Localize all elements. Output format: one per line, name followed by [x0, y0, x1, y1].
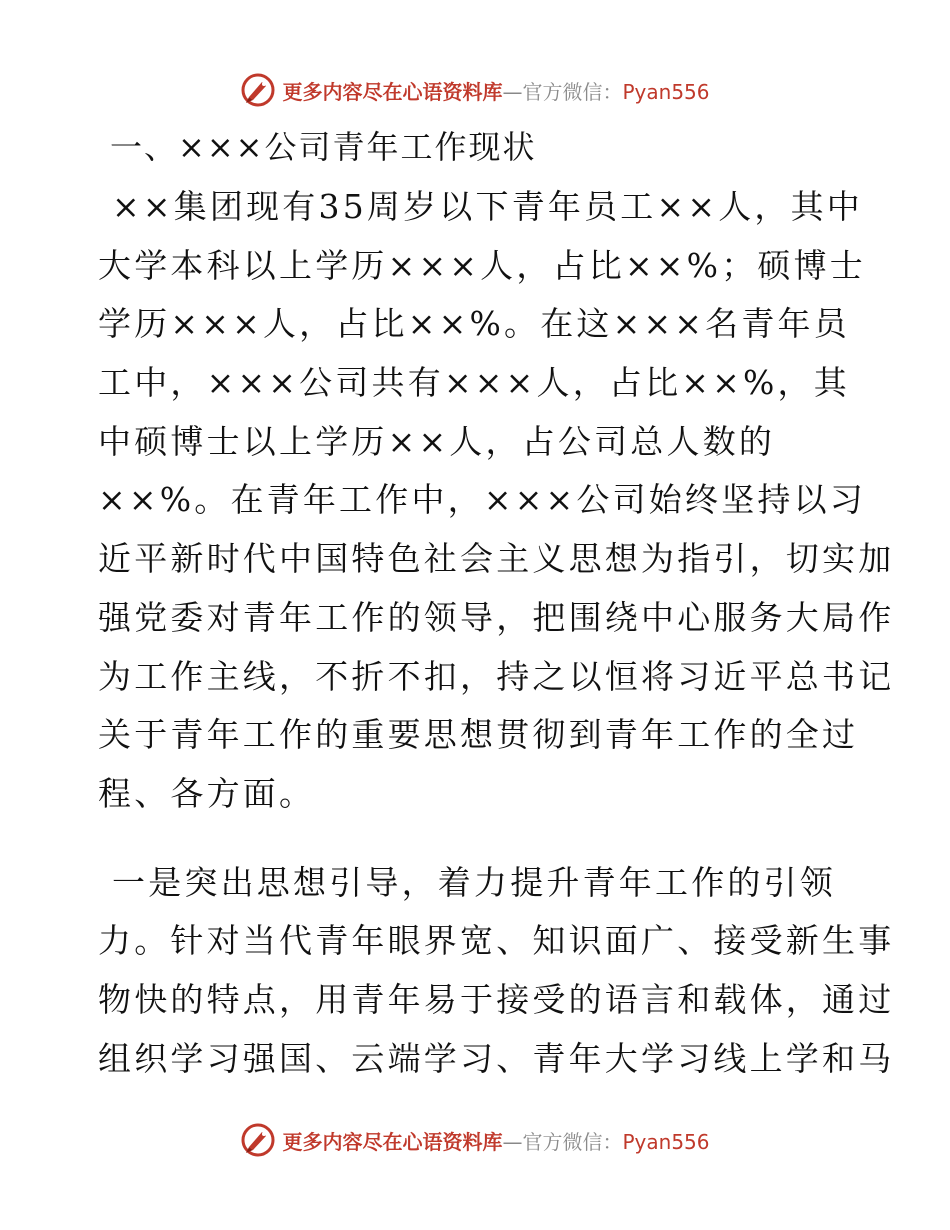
- text-line: 学历×××人，占比××%。在这×××名青年员: [98, 304, 850, 344]
- watermark-site-name: 更多内容尽在心语资料库: [282, 1129, 503, 1154]
- watermark-dash: —: [502, 1129, 523, 1154]
- text-line: 物快的特点，用青年易于接受的语言和载体，通过: [98, 979, 895, 1019]
- pen-logo-icon: [240, 1122, 276, 1158]
- text-line: ××集团现有35周岁以下青年员工××人，其中: [112, 187, 863, 226]
- text-line: 中硕博士以上学历××人，占公司总人数的: [98, 421, 776, 461]
- watermark-text: [282, 1126, 709, 1155]
- text-line: 程、各方面。: [98, 773, 316, 813]
- paragraph-status-overview: [98, 178, 895, 824]
- watermark-wechat-handle: Pyan556: [622, 1129, 710, 1154]
- header-watermark-banner: [0, 68, 950, 112]
- watermark-dash: —: [502, 79, 523, 104]
- text-line: 近平新时代中国特色社会主义思想为指引，切实加: [98, 539, 895, 579]
- paragraph-ideological-guidance: [98, 854, 895, 1089]
- text-line: 力。针对当代青年眼界宽、知识面广、接受新生事: [98, 921, 895, 961]
- section-heading: 一、×××公司青年工作现状: [110, 128, 537, 166]
- watermark-text: [282, 76, 709, 105]
- text-line: 强党委对青年工作的领导，把围绕中心服务大局作: [98, 597, 895, 637]
- text-line: 组织学习强国、云端学习、青年大学习线上学和马: [98, 1038, 895, 1078]
- watermark-wechat-handle: Pyan556: [622, 79, 710, 104]
- watermark-site-name: 更多内容尽在心语资料库: [282, 79, 503, 104]
- footer-watermark-banner: [0, 1118, 950, 1162]
- text-line: 关于青年工作的重要思想贯彻到青年工作的全过: [98, 715, 859, 755]
- watermark-wechat-label: 官方微信：: [522, 79, 623, 104]
- pen-logo-icon: [240, 72, 276, 108]
- text-line: ××%。在青年工作中，×××公司始终坚持以习: [98, 480, 867, 520]
- document-body: [98, 118, 895, 1088]
- text-line: 工中，×××公司共有×××人，占比××%，其: [98, 363, 850, 403]
- text-line: 为工作主线，不折不扣，持之以恒将习近平总书记: [98, 656, 895, 696]
- text-line: 大学本科以上学历×××人，占比××%；硕博士: [98, 245, 867, 285]
- text-line: 一是突出思想引导，着力提升青年工作的引领: [112, 862, 836, 902]
- watermark-wechat-label: 官方微信：: [522, 1129, 623, 1154]
